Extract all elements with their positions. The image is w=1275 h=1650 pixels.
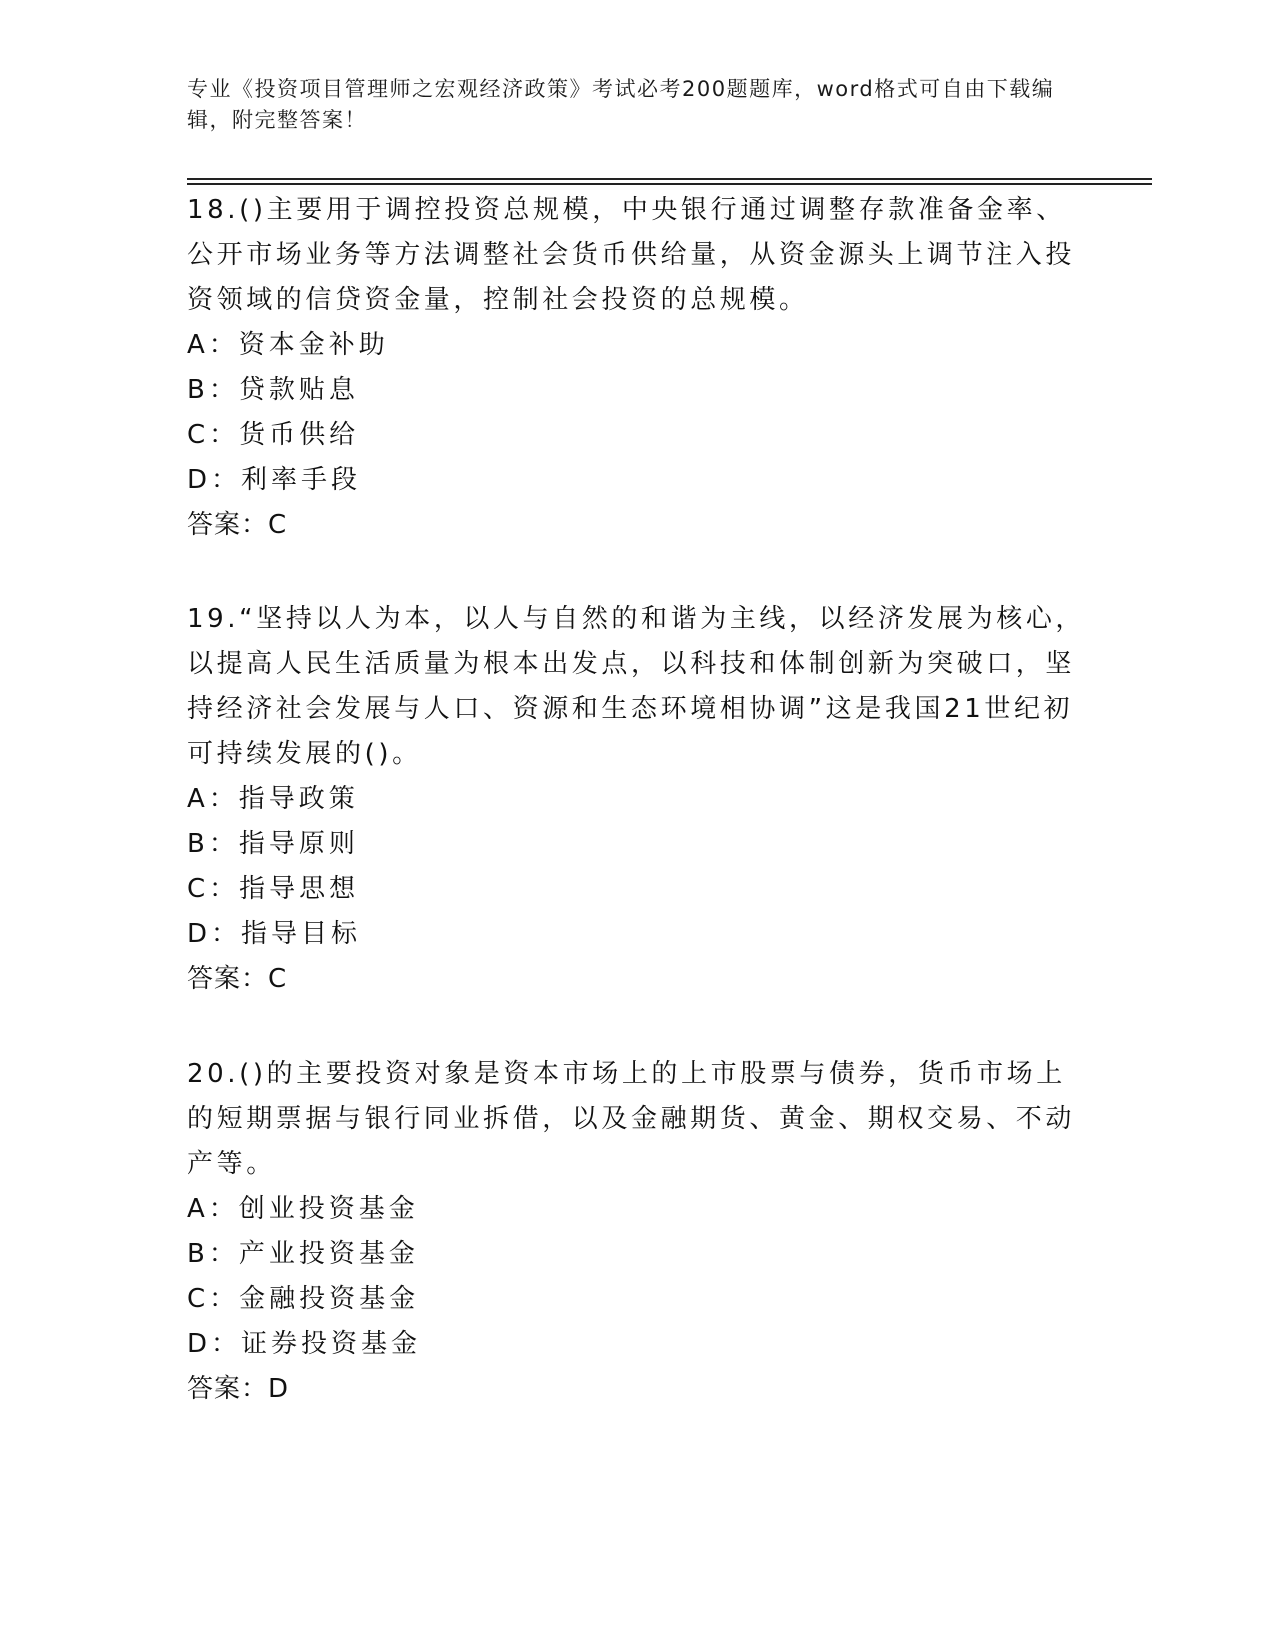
question-19: [187, 597, 1087, 1002]
question-text: 20.()的主要投资对象是资本市场上的上市股票与债券，货币市场上的短期票据与银行同业拆借，以及金融期货、黄金、期权交易、不动产等。: [187, 1059, 1076, 1179]
option-d: D：利率手段: [187, 465, 362, 495]
question-20: [187, 1052, 1087, 1412]
option-a: A：创业投资基金: [187, 1194, 419, 1224]
option-d: D：证券投资基金: [187, 1329, 422, 1359]
option-a: A：指导政策: [187, 784, 359, 814]
question-text: 18.()主要用于调控投资总规模，中央银行通过调整存款准备金率、公开市场业务等方法调整社会货币供给量，从资金源头上调节注入投资领域的信贷资金量，控制社会投资的总规模。: [187, 195, 1076, 315]
header-divider-top: [187, 178, 1152, 180]
option-d: D：指导目标: [187, 919, 362, 949]
option-c: C：金融投资基金: [187, 1284, 420, 1314]
question-text: 19.“坚持以人为本，以人与自然的和谐为主线，以经济发展为核心，以提高人民生活质量为根本出发点，以科技和体制创新为突破口，坚持经济社会发展与人口、资源和生态环境相协调”这是我国21世纪初可持续发展的()。: [187, 604, 1086, 769]
option-b: B：指导原则: [187, 829, 359, 859]
header-divider-bottom: [187, 183, 1152, 185]
document-header: 专业《投资项目管理师之宏观经济政策》考试必考200题题库，word格式可自由下载编辑，附完整答案！: [187, 77, 1055, 132]
option-c: C：指导思想: [187, 874, 360, 904]
option-b: B：贷款贴息: [187, 375, 359, 405]
option-c: C：货币供给: [187, 420, 360, 450]
option-a: A：资本金补助: [187, 330, 389, 360]
answer: 答案：C: [187, 510, 288, 540]
option-b: B：产业投资基金: [187, 1239, 419, 1269]
question-18: [187, 188, 1087, 548]
answer: 答案：C: [187, 964, 288, 994]
answer: 答案：D: [187, 1374, 290, 1404]
